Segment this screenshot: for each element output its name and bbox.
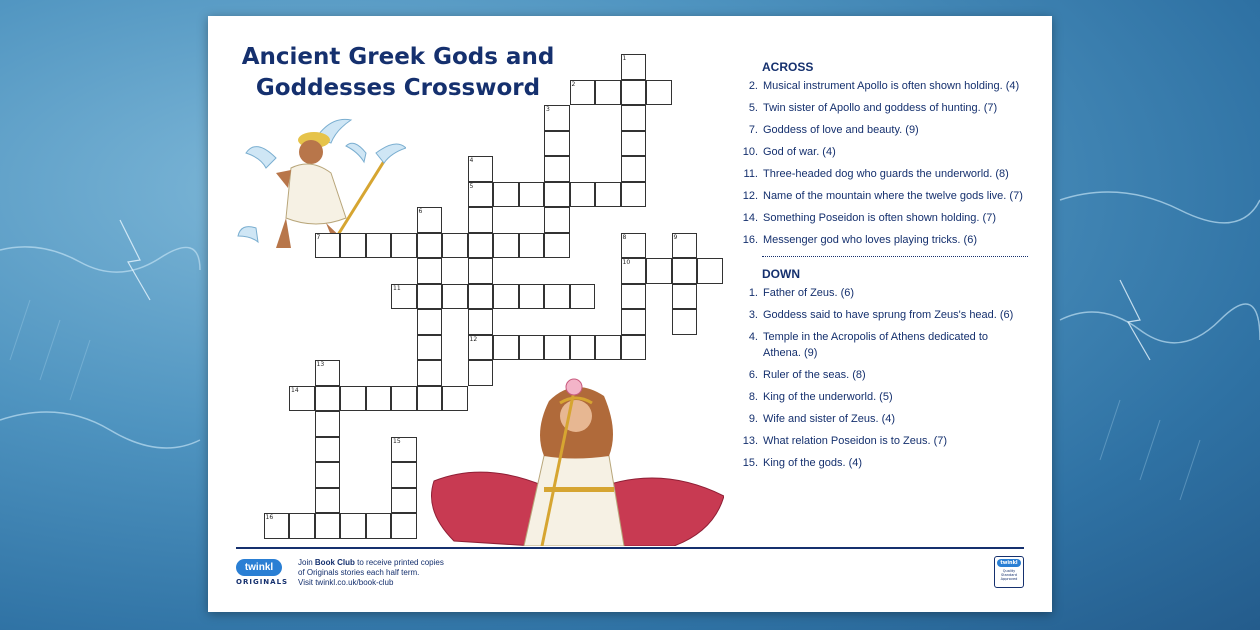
crossword-cell[interactable]	[366, 386, 392, 412]
book-club-promo	[298, 558, 444, 588]
crossword-cell[interactable]	[519, 233, 545, 259]
crossword-cell[interactable]	[519, 335, 545, 361]
crossword-cell[interactable]	[391, 513, 417, 539]
across-heading: ACROSS	[762, 60, 814, 74]
crossword-cell[interactable]	[468, 156, 494, 182]
crossword-cell[interactable]	[621, 284, 647, 310]
across-clue	[738, 144, 1028, 160]
crossword-cell[interactable]	[570, 182, 596, 208]
clue-number: 13.	[742, 435, 758, 447]
page-title	[238, 42, 558, 104]
crossword-cell[interactable]	[544, 207, 570, 233]
cell-number: 10	[622, 259, 631, 266]
cell-number: 8	[622, 233, 627, 241]
crossword-cell[interactable]	[442, 233, 468, 259]
crossword-cell[interactable]	[544, 105, 570, 131]
crossword-cell[interactable]	[340, 513, 366, 539]
crossword-sheet	[208, 16, 1052, 612]
clue-text: Wife and sister of Zeus. (4)	[763, 413, 896, 425]
logo-subtitle: ORIGINALS	[236, 578, 289, 586]
clue-text: King of the underworld. (5)	[763, 391, 893, 403]
crossword-cell[interactable]	[417, 258, 443, 284]
down-heading: DOWN	[762, 267, 800, 281]
crossword-cell[interactable]	[289, 513, 315, 539]
crossword-cell[interactable]	[646, 258, 672, 284]
clue-text: What relation Poseidon is to Zeus. (7)	[763, 435, 948, 447]
clue-text: Twin sister of Apollo and goddess of hunting. (7)	[763, 102, 998, 114]
cell-number: 9	[673, 233, 678, 241]
crossword-cell[interactable]	[315, 513, 341, 539]
crossword-cell[interactable]	[570, 335, 596, 361]
clue-text: God of war. (4)	[763, 146, 836, 158]
clue-text: Father of Zeus. (6)	[763, 287, 855, 299]
crossword-cell[interactable]	[417, 309, 443, 335]
clue-number: 15.	[742, 457, 758, 469]
twinkl-originals-logo	[236, 559, 289, 586]
crossword-cell[interactable]	[519, 284, 545, 310]
crossword-cell[interactable]	[468, 258, 494, 284]
down-clue	[738, 389, 1028, 405]
crossword-cell[interactable]	[391, 437, 417, 463]
clue-text: King of the gods. (4)	[763, 457, 863, 469]
clue-number: 16.	[742, 234, 758, 246]
clue-text: Messenger god who loves playing tricks. (6)	[763, 234, 977, 246]
cell-number: 7	[316, 233, 321, 241]
crossword-cell[interactable]	[672, 233, 698, 259]
crossword-cell[interactable]	[621, 335, 647, 361]
crossword-cell[interactable]	[544, 156, 570, 182]
crossword-cell[interactable]	[646, 80, 672, 106]
down-clue	[738, 455, 1028, 471]
crossword-cell[interactable]	[493, 335, 519, 361]
crossword-cell[interactable]	[315, 386, 341, 412]
crossword-cell[interactable]	[315, 437, 341, 463]
down-clue	[738, 433, 1028, 449]
crossword-cell[interactable]	[468, 207, 494, 233]
hera-illustration	[424, 361, 724, 546]
cell-number: 3	[546, 106, 550, 113]
crossword-cell[interactable]	[417, 360, 443, 386]
crossword-cell[interactable]	[672, 258, 698, 284]
crossword-cell[interactable]	[366, 513, 392, 539]
promo-rest: to receive printed copies	[354, 558, 444, 567]
crossword-cell[interactable]	[493, 182, 519, 208]
crossword-cell[interactable]	[595, 80, 621, 106]
cell-number: 1	[622, 55, 627, 62]
crossword-cell[interactable]	[417, 335, 443, 361]
cell-number: 14	[291, 386, 299, 394]
crossword-cell[interactable]	[621, 131, 647, 157]
across-clue	[738, 100, 1028, 116]
promo-line-3: Visit twinkl.co.uk/book-club	[298, 578, 394, 587]
clue-number: 4.	[748, 331, 758, 343]
crossword-cell[interactable]	[391, 284, 417, 310]
clue-number: 1.	[748, 287, 758, 299]
clue-text: Three-headed dog who guards the underworld. (8)	[763, 168, 1009, 180]
crossword-cell[interactable]	[519, 182, 545, 208]
crossword-cell[interactable]	[468, 233, 494, 259]
badge-logo: twinkl	[997, 559, 1021, 567]
clue-number: 5.	[748, 102, 758, 114]
clue-number: 8.	[748, 391, 758, 403]
footer	[236, 547, 1024, 599]
crossword-cell[interactable]	[621, 156, 647, 182]
crossword-cell[interactable]	[391, 462, 417, 488]
crossword-cell[interactable]	[417, 284, 443, 310]
crossword-cell[interactable]	[366, 233, 392, 259]
title-line-2: Goddesses Crossword	[255, 75, 541, 101]
clue-text: Name of the mountain where the twelve gods live. (7)	[763, 190, 1023, 202]
crossword-cell[interactable]	[442, 386, 468, 412]
crossword-cell[interactable]	[595, 182, 621, 208]
crossword-cell[interactable]	[391, 233, 417, 259]
cell-number: 15	[393, 437, 401, 445]
cell-number: 6	[418, 208, 423, 215]
clue-divider	[762, 256, 1028, 257]
crossword-cell[interactable]	[621, 258, 647, 284]
across-clue	[738, 232, 1028, 248]
crossword-cell[interactable]	[417, 207, 443, 233]
crossword-cell[interactable]	[544, 131, 570, 157]
crossword-cell[interactable]	[544, 182, 570, 208]
cell-number: 11	[393, 284, 401, 292]
clue-number: 3.	[748, 309, 758, 321]
crossword-cell[interactable]	[442, 284, 468, 310]
down-clue	[738, 329, 1028, 361]
cell-number: 5	[469, 182, 474, 190]
crossword-cell[interactable]	[493, 233, 519, 259]
crossword-cell[interactable]	[621, 80, 647, 106]
crossword-cell[interactable]	[340, 233, 366, 259]
crossword-cell[interactable]	[417, 233, 443, 259]
crossword-cell[interactable]	[340, 386, 366, 412]
cell-number: 13	[316, 361, 325, 368]
clue-number: 6.	[748, 369, 758, 381]
crossword-cell[interactable]	[468, 309, 494, 335]
crossword-cell[interactable]	[289, 386, 315, 412]
across-clue	[738, 188, 1028, 204]
crossword-cell[interactable]	[621, 182, 647, 208]
cell-number: 12	[469, 335, 478, 343]
crossword-cell[interactable]	[493, 284, 519, 310]
crossword-cell[interactable]	[315, 488, 341, 514]
crossword-cell[interactable]	[468, 335, 494, 361]
crossword-cell[interactable]	[417, 386, 443, 412]
crossword-cell[interactable]	[595, 335, 621, 361]
promo-book-club: Book Club	[314, 558, 355, 567]
cell-number: 4	[469, 157, 474, 164]
clue-number: 12.	[742, 190, 758, 202]
cell-number: 2	[571, 80, 576, 88]
clue-text: Something Poseidon is often shown holding. (7)	[763, 212, 996, 224]
clue-number: 7.	[748, 124, 758, 136]
crossword-cell[interactable]	[468, 360, 494, 386]
clue-number: 9.	[748, 413, 758, 425]
clue-text: Goddess said to have sprung from Zeus's head. (6)	[763, 309, 1014, 321]
down-clue	[738, 367, 1028, 383]
clue-text: Goddess of love and beauty. (9)	[763, 124, 919, 136]
crossword-cell[interactable]	[672, 309, 698, 335]
crossword-cell[interactable]	[570, 80, 596, 106]
crossword-cell[interactable]	[544, 284, 570, 310]
crossword-cell[interactable]	[264, 513, 290, 539]
cell-number: 16	[265, 514, 274, 521]
crossword-cell[interactable]	[621, 233, 647, 259]
crossword-cell[interactable]	[315, 233, 341, 259]
badge-text: Quality Standard Approved	[1000, 569, 1018, 581]
clues-panel	[738, 60, 1028, 477]
crossword-cell[interactable]	[468, 182, 494, 208]
clue-number: 11.	[743, 168, 758, 180]
crossword-cell[interactable]	[391, 386, 417, 412]
crossword-cell[interactable]	[315, 360, 341, 386]
clue-number: 14.	[742, 212, 758, 224]
title-line-1: Ancient Greek Gods and	[241, 44, 555, 70]
quality-badge	[994, 556, 1024, 588]
promo-line-2: of Originals stories each half term.	[298, 568, 420, 577]
crossword-cell[interactable]	[697, 258, 723, 284]
crossword-cell[interactable]	[621, 54, 647, 80]
crossword-cell[interactable]	[621, 105, 647, 131]
across-clue	[738, 122, 1028, 138]
crossword-cell[interactable]	[544, 233, 570, 259]
down-clue	[738, 285, 1028, 301]
crossword-cell[interactable]	[315, 411, 341, 437]
promo-prefix: Join	[298, 558, 315, 567]
down-clue	[738, 307, 1028, 323]
crossword-cell[interactable]	[315, 462, 341, 488]
crossword-cell[interactable]	[391, 488, 417, 514]
crossword-cell[interactable]	[570, 284, 596, 310]
logo-wordmark: twinkl	[236, 559, 282, 576]
clue-number: 10.	[742, 146, 758, 158]
across-clue	[738, 78, 1028, 94]
crossword-cell[interactable]	[672, 284, 698, 310]
across-clue-list	[738, 78, 1028, 248]
clue-text: Ruler of the seas. (8)	[763, 369, 866, 381]
crossword-cell[interactable]	[544, 335, 570, 361]
clue-text: Temple in the Acropolis of Athens dedicated to Athena. (9)	[763, 331, 989, 359]
across-clue	[738, 210, 1028, 226]
down-clue-list	[738, 285, 1028, 471]
across-clue	[738, 166, 1028, 182]
down-clue	[738, 411, 1028, 427]
clue-text: Musical instrument Apollo is often shown holding. (4)	[763, 80, 1020, 92]
clue-number: 2.	[748, 80, 758, 92]
crossword-cell[interactable]	[468, 284, 494, 310]
crossword-cell[interactable]	[621, 309, 647, 335]
